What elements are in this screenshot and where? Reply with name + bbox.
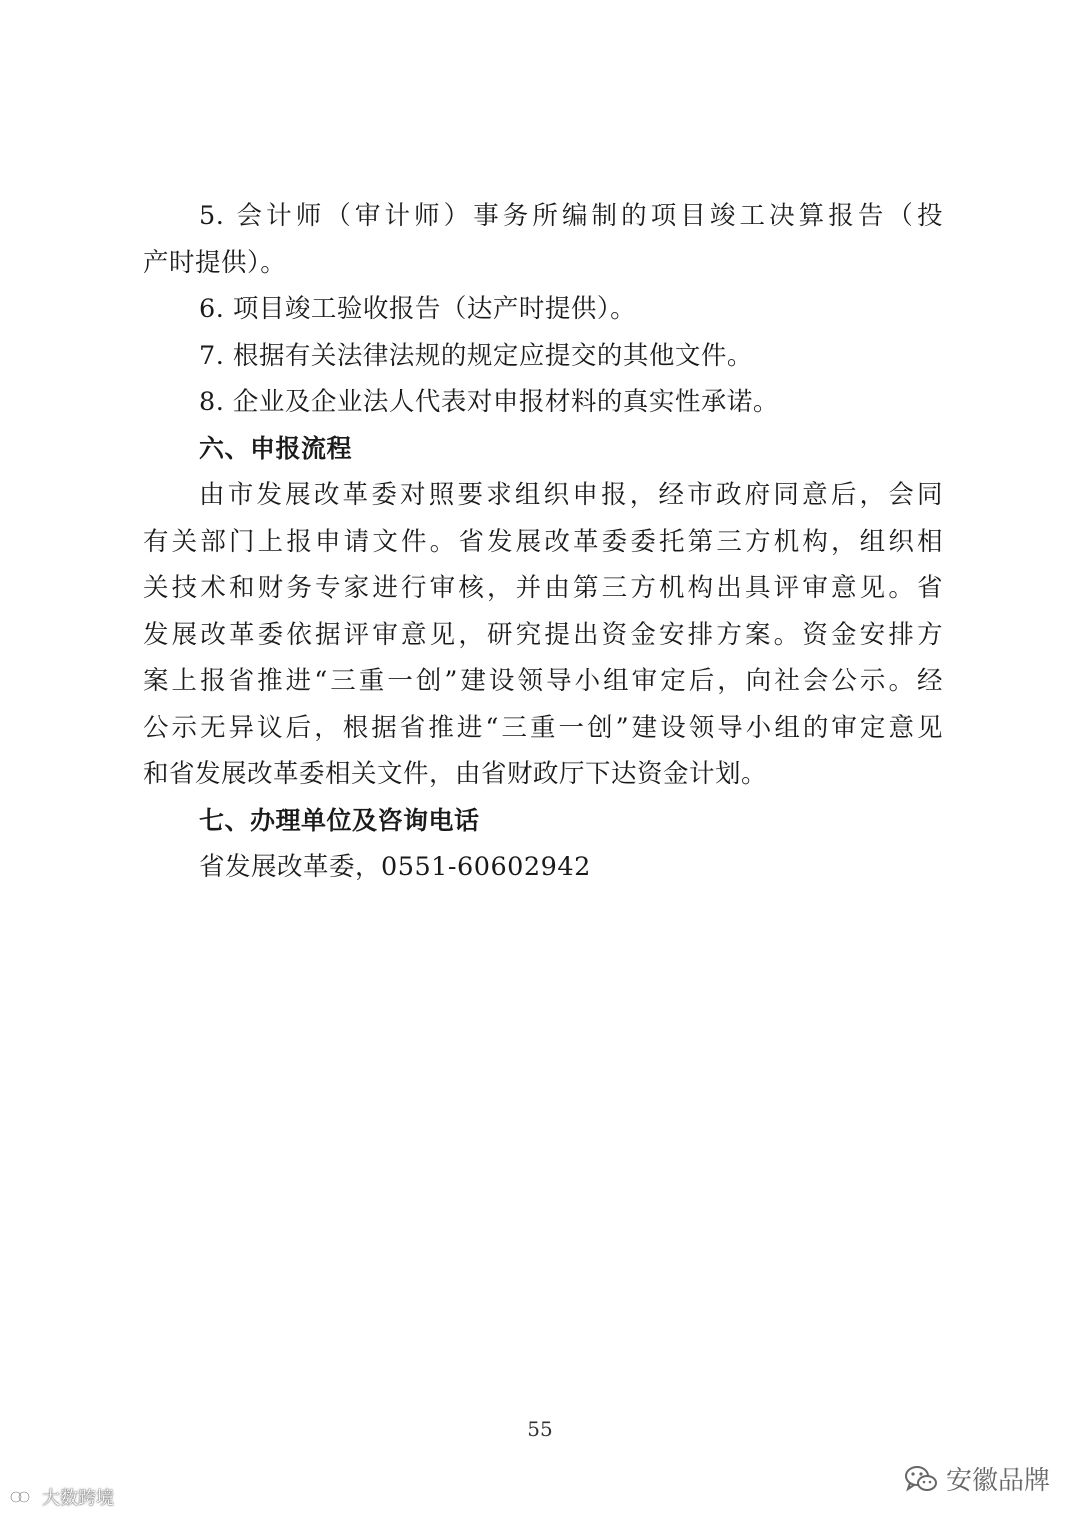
text-line: 公示无异议后，根据省推进“三重一创”建设领导小组的审定意见: [143, 712, 943, 743]
page-number: 55: [527, 1417, 553, 1441]
text-line: 由市发展改革委对照要求组织申报，经市政府同意后，会同: [199, 480, 943, 510]
text-line: 发展改革委依据评审意见，研究提出资金安排方案。资金安排方: [143, 619, 943, 650]
watermark-right: [904, 1460, 1050, 1497]
text-line: 有关部门上报申请文件。省发展改革委委托第三方机构，组织相: [143, 526, 943, 557]
watermark-right-text: 安徽品牌: [945, 1466, 1050, 1496]
text-line: 8. 企业及企业法人代表对申报材料的真实性承诺。: [199, 387, 779, 417]
watermark-left: [10, 1484, 114, 1510]
section-heading: 六、申报流程: [199, 433, 353, 463]
document-body: [143, 193, 943, 891]
text-line: 产时提供）。: [143, 247, 287, 278]
text-line: 关技术和财务专家进行审核，并由第三方机构出具评审意见。省: [143, 573, 943, 603]
text-line: 5. 会计师（审计师）事务所编制的项目竣工决算报告（投: [199, 201, 943, 231]
text-line: 和省发展改革委相关文件，由省财政厅下达资金计划。: [143, 759, 768, 789]
wechat-icon: [904, 1464, 938, 1494]
section-heading: 七、办理单位及咨询电话: [199, 805, 480, 835]
text-line: 6. 项目竣工验收报告（达产时提供）。: [199, 294, 637, 324]
dashuju-logo-icon: [10, 1487, 36, 1507]
text-line: 7. 根据有关法律法规的规定应提交的其他文件。: [199, 340, 753, 371]
watermark-left-text: 大数跨境: [42, 1488, 114, 1509]
text-line: 案上报省推进“三重一创”建设领导小组审定后，向社会公示。经: [143, 666, 943, 696]
contact-line: 省发展改革委，0551-60602942: [199, 852, 591, 882]
